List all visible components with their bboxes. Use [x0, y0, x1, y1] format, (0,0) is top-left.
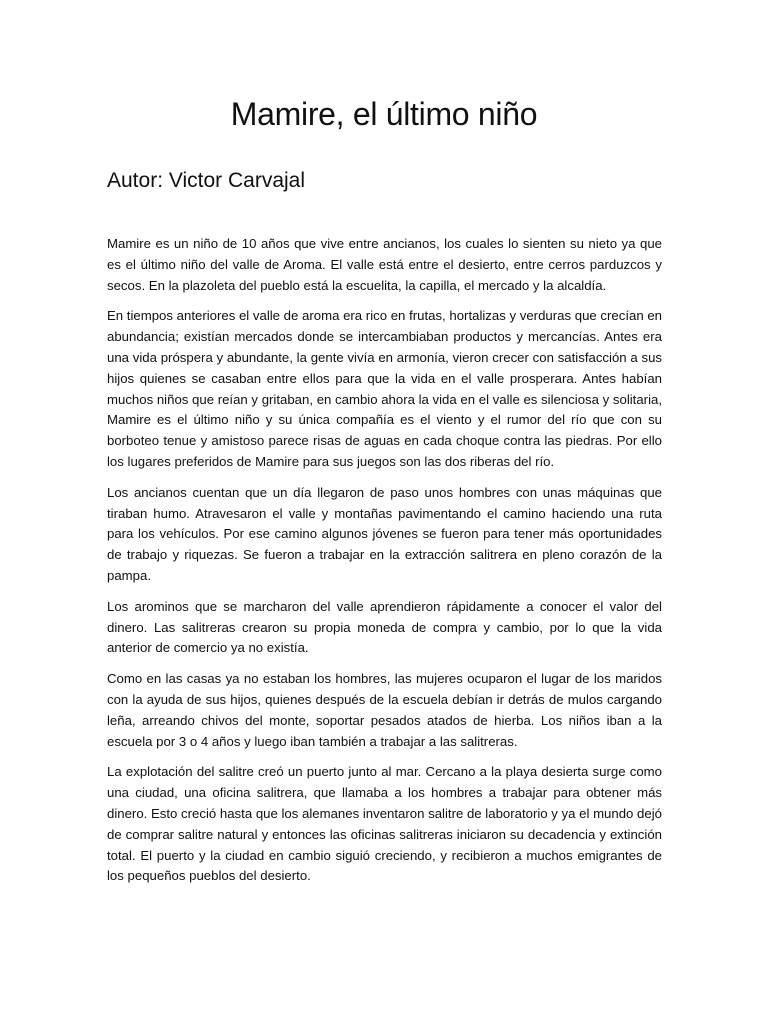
paragraph: Como en las casas ya no estaban los hombres, las mujeres ocuparon el lugar de los maridos con la ayuda de sus hijos, quienes después de la escuela debían ir detrás de mulos cargando leña, arreando chivos del monte, soportar pesados atados de hierba. Los niños iban a la escuela por 3 o 4 años y luego iban también a trabajar a las salitreras. [107, 671, 662, 749]
document-title: Mamire, el último niño [230, 96, 538, 132]
paragraph: Mamire es un niño de 10 años que vive entre ancianos, los cuales lo sienten su nieto ya que es el último niño del valle de Aroma. El valle está entre el desierto, entre cerros parduzcos y secos. En la plazoleta del pueblo está la escuelita, la capilla, el mercado y la alcaldía. [107, 236, 662, 293]
paragraph: Los arominos que se marcharon del valle aprendieron rápidamente a conocer el valor del dinero. Las salitreras crearon su propia moneda de compra y cambio, por lo que la vida anterior de comercio ya no existía. [107, 598, 662, 656]
document-body [107, 234, 662, 897]
document-author: Autor: Victor Carvajal [107, 169, 306, 192]
paragraph: Los ancianos cuentan que un día llegaron de paso unos hombres con unas máquinas que tiraban humo. Atravesaron el valle y montañas pavimentando el camino haciendo una ruta para los vehículos. Por ese camino algunos jóvenes se fueron para tener más oportunidades de trabajo y riquezas. Se fueron a trabajar en la extracción salitrera en pleno corazón de la pampa. [107, 484, 662, 583]
paragraph: La explotación del salitre creó un puerto junto al mar. Cercano a la playa desierta surge como una ciudad, una oficina salitrera, que llamaba a los hombres a trabajar para obtener más dinero. Esto creció hasta que los alemanes inventaron salitre de laboratorio y ya el mundo dejó de comprar salitre natural y entonces las oficinas salitreras iniciaron su decadencia y extinción total. El puerto y la ciudad en cambio siguió creciendo, y recibieron a muchos emigrantes de los pequeños pueblos del desierto. [107, 764, 662, 884]
paragraph: En tiempos anteriores el valle de aroma era rico en frutas, hortalizas y verduras que crecían en abundancia; existían mercados donde se intercambiaban productos y mercancías. Antes era una vida próspera y abundante, la gente vivía en armonía, vieron crecer con satisfacción a sus hijos quienes se casaban entre ellos para que la vida en el valle prosperara. Antes habían muchos niños que reían y gritaban, en cambio ahora la vida en el valle es silenciosa y solitaria, Mamire es el último niño y su única compañía es el viento y el rumor del río que con su borboteo tenue y amistoso parece risas de aguas en cada choque contra las piedras. Por ello los lugares preferidos de Mamire para sus juegos son las dos riberas del río. [107, 308, 662, 469]
